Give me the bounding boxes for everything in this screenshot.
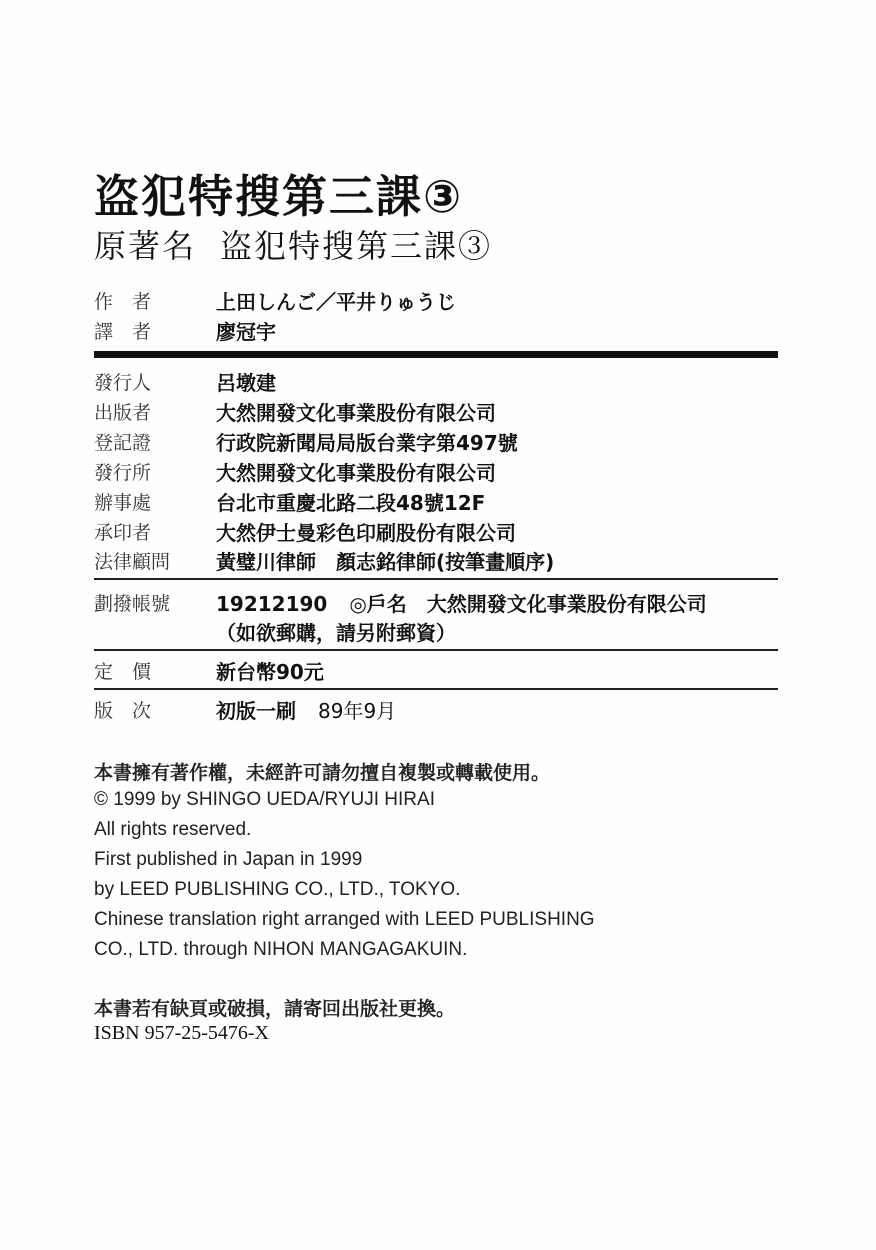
publishing-row (94, 426, 778, 456)
edition-label: 版 次 (94, 699, 152, 722)
publishing-label: 法律顧問 (94, 550, 171, 573)
copyright-line: © 1999 by SHINGO UEDA/RYUJI HIRAI (94, 789, 435, 810)
edition-date: 89年9月 (318, 698, 397, 723)
credit-row-translator (94, 315, 778, 345)
publishing-row (94, 486, 778, 516)
publishing-row (94, 366, 778, 396)
publishing-row (94, 456, 778, 486)
publishing-label: 發行所 (94, 461, 152, 484)
original-title (94, 221, 492, 267)
publishing-row (94, 545, 778, 575)
account-number: 19212190 (216, 591, 328, 616)
copyright-line: First published in Japan in 1999 (94, 849, 363, 870)
credit-value: 廖冠宇 (216, 319, 276, 344)
edition-name: 初版一刷 (216, 698, 296, 723)
section-divider (94, 649, 778, 651)
original-title-value: 盗犯特搜第三課③ (220, 227, 493, 265)
edition-row (94, 694, 778, 724)
price-value: 新台幣90元 (216, 659, 324, 684)
publishing-value: 台北市重慶北路二段48號12F (216, 490, 486, 515)
copyright-line: Chinese translation right arranged with LEED PUBLISHING (94, 909, 595, 930)
copyright-line: by LEED PUBLISHING CO., LTD., TOKYO. (94, 879, 461, 900)
original-title-label: 原著名 (94, 227, 197, 265)
credit-label: 作 者 (94, 290, 152, 313)
book-title: 盗犯特搜第三課③ (94, 170, 464, 223)
publishing-value: 大然伊士曼彩色印刷股份有限公司 (216, 520, 516, 545)
publishing-label: 登記證 (94, 431, 152, 454)
price-label: 定 價 (94, 660, 152, 683)
edition-value (216, 695, 396, 724)
publishing-value: 大然開發文化事業股份有限公司 (216, 460, 496, 485)
publishing-label: 出版者 (94, 401, 152, 424)
account-holder: ◎戶名 大然開發文化事業股份有限公司 (349, 591, 707, 616)
credit-label: 譯 者 (94, 320, 152, 343)
credit-row-author (94, 285, 778, 315)
publishing-label: 發行人 (94, 371, 152, 394)
account-value (216, 588, 707, 617)
account-note-row (94, 616, 778, 646)
account-label: 劃撥帳號 (94, 592, 171, 615)
publishing-value: 呂墩建 (216, 370, 276, 395)
copyright-line: CO., LTD. through NIHON MANGAGAKUIN. (94, 939, 468, 960)
isbn: ISBN 957-25-5476-X (94, 1022, 269, 1044)
publishing-label: 辦事處 (94, 491, 152, 514)
publishing-row (94, 516, 778, 546)
publishing-label: 承印者 (94, 521, 152, 544)
publishing-value: 行政院新聞局局版台業字第497號 (216, 430, 518, 455)
credit-value: 上田しんご／平井りゅうじ (216, 289, 456, 314)
copyright-line: All rights reserved. (94, 819, 252, 840)
section-divider (94, 688, 778, 690)
account-note: （如欲郵購，請另附郵資） (216, 620, 456, 645)
section-divider-thick (94, 351, 778, 358)
section-divider (94, 578, 778, 580)
defect-notice: 本書若有缺頁或破損，請寄回出版社更換。 (94, 998, 456, 1020)
publishing-value: 大然開發文化事業股份有限公司 (216, 400, 496, 425)
copyright-notice: 本書擁有著作權，未經許可請勿擅自複製或轉載使用。 (94, 762, 551, 784)
account-row (94, 587, 778, 617)
price-row (94, 655, 778, 685)
publishing-value: 黃璧川律師 顏志銘律師(按筆畫順序) (216, 549, 555, 574)
publishing-row (94, 396, 778, 426)
